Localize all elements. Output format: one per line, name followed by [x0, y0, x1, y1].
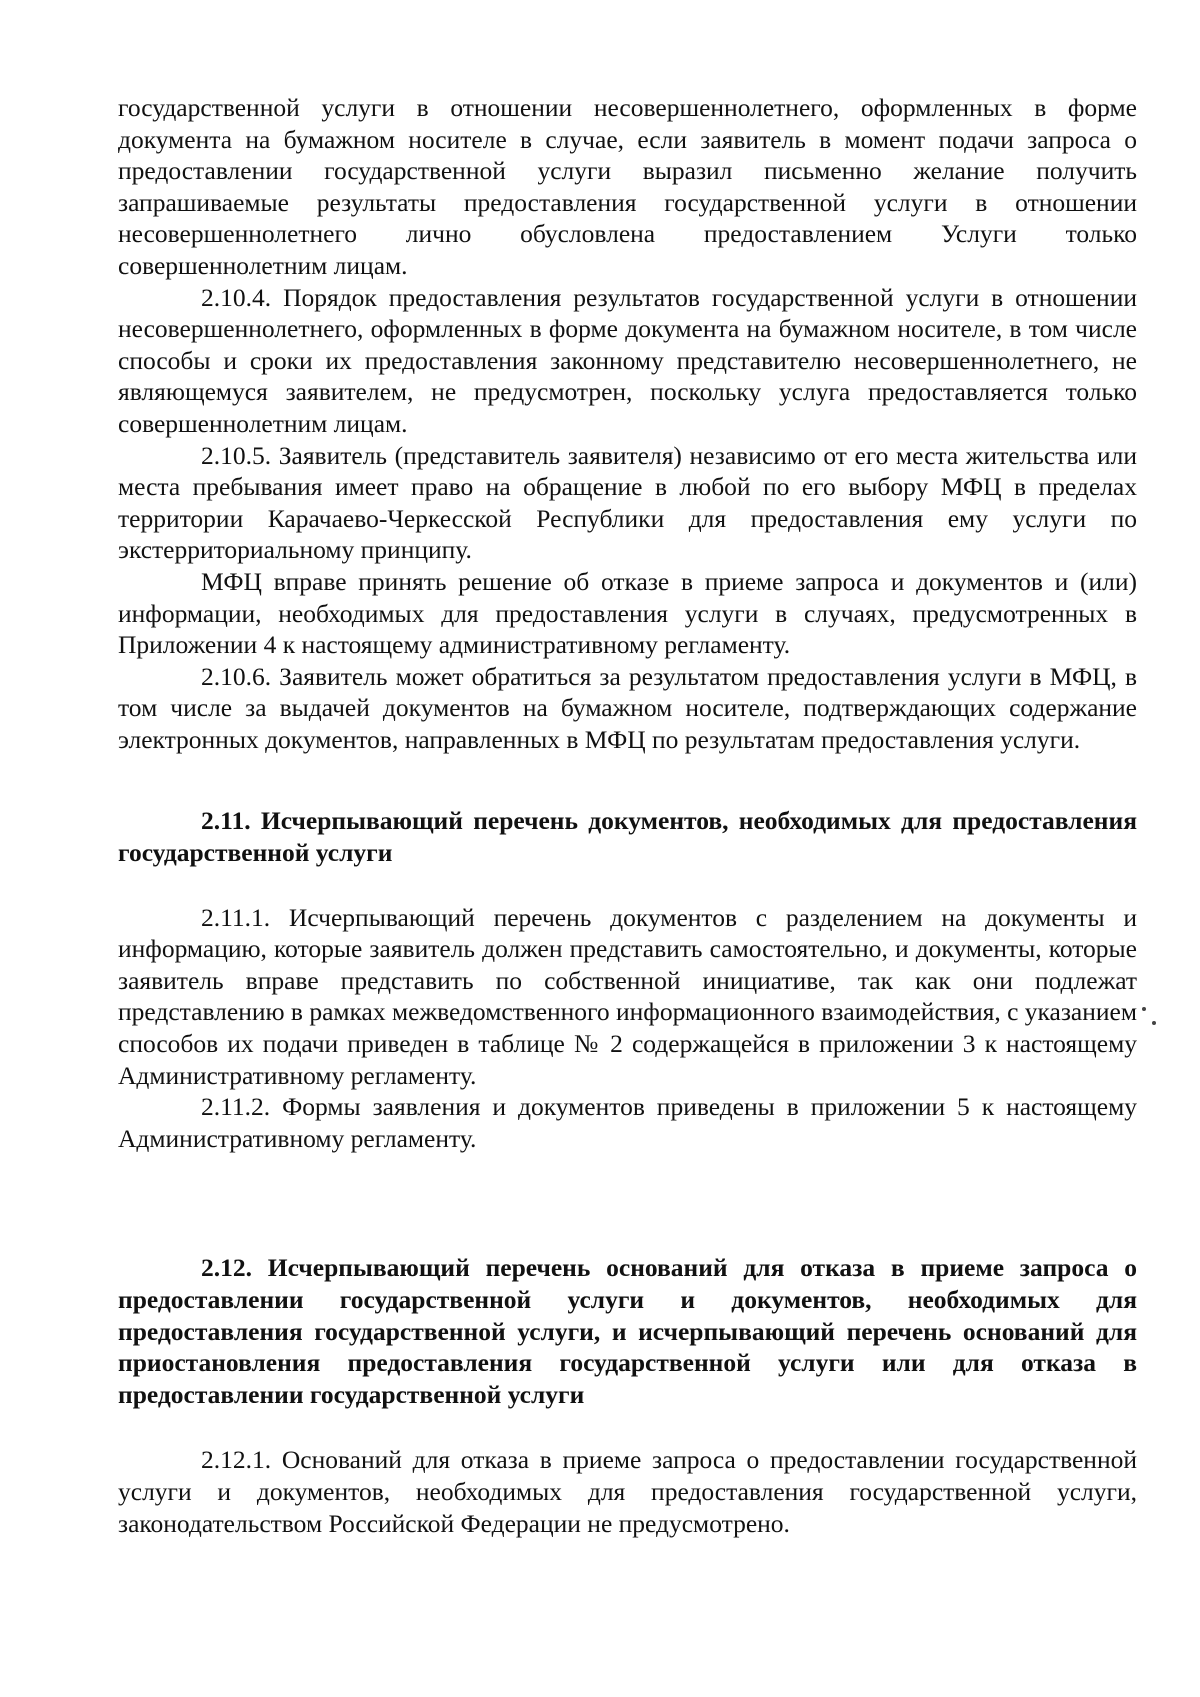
paragraph-2-10-5: 2.10.5. Заявитель (представитель заявителя) независимо от его места жительства или места пребывания имеет право на обращение в любой по его выбору МФЦ в пределах территории Карачаево-Черкесской Республики для предоставления ему услуги по экстерриториальному принципу.	[118, 440, 1137, 565]
section-heading-2-12: 2.12. Исчерпывающий перечень оснований для отказа в приеме запроса о предоставлении государственной услуги и документов, необходимых для предоставления государственной услуги, и исчерпывающий перечень оснований для приостановления предоставления государственной услуги или для отказа в предоставлении государственной услуги	[118, 1253, 1137, 1409]
spacer	[118, 869, 1137, 902]
paragraph-continuation: государственной услуги в отношении несовершеннолетнего, оформленных в форме документа на бумажном носителе в случае, если заявитель в момент подачи запроса о предоставлении государственной услуги выразил письменно желание получить запрашиваемые результаты предоставления государственной услуги в отношении несовершеннолетнего лично обусловлена предоставлением Услуги только совершеннолетним лицам.	[118, 93, 1137, 280]
scan-speck	[1152, 1021, 1156, 1025]
document-page	[118, 92, 1137, 1539]
section-heading-2-11: 2.11. Исчерпывающий перечень документов, необходимых для предоставления государственной услуги	[118, 806, 1137, 868]
spacer	[118, 1410, 1137, 1444]
paragraph-2-12-1: 2.12.1. Оснований для отказа в приеме запроса о предоставлении государственной услуги и документов, необходимых для предоставления государственной услуги, законодательством Российской Федерации не предусмотрено.	[118, 1445, 1137, 1538]
paragraph-2-11-2: 2.11.2. Формы заявления и документов приведены в приложении 5 к настоящему Административному регламенту.	[118, 1092, 1137, 1153]
paragraph-2-10-6: 2.10.6. Заявитель может обратиться за результатом предоставления услуги в МФЦ, в том числе за выдачей документов на бумажном носителе, подтверждающих содержание электронных документов, направленных в МФЦ по результатам предоставления услуги.	[118, 661, 1137, 754]
paragraph-2-11-1: 2.11.1. Исчерпывающий перечень документов с разделением на документы и информацию, которые заявитель должен представить самостоятельно, и документы, которые заявитель вправе представить по собственной инициативе, так как они подлежат представлению в рамках межведомственного информационного взаимодействия, с указанием способов их подачи приведен в таблице № 2 содержащейся в приложении 3 к настоящему Административному регламенту.	[118, 902, 1137, 1090]
spacer	[118, 1154, 1137, 1252]
spacer	[118, 755, 1137, 805]
paragraph-2-10-4: 2.10.4. Порядок предоставления результатов государственной услуги в отношении несовершеннолетнего, оформленных в форме документа на бумажном носителе, в том числе способы и сроки их предоставления законному представителю несовершеннолетнего, не являющемуся заявителем, не предусмотрен, поскольку услуга предоставляется только совершеннолетним лицам.	[118, 282, 1137, 438]
scan-speck	[1142, 1007, 1146, 1011]
paragraph-mfc-refusal: МФЦ вправе принять решение об отказе в приеме запроса и документов и (или) информации, необходимых для предоставления услуги в случаях, предусмотренных в Приложении 4 к настоящему административному регламенту.	[118, 566, 1137, 660]
